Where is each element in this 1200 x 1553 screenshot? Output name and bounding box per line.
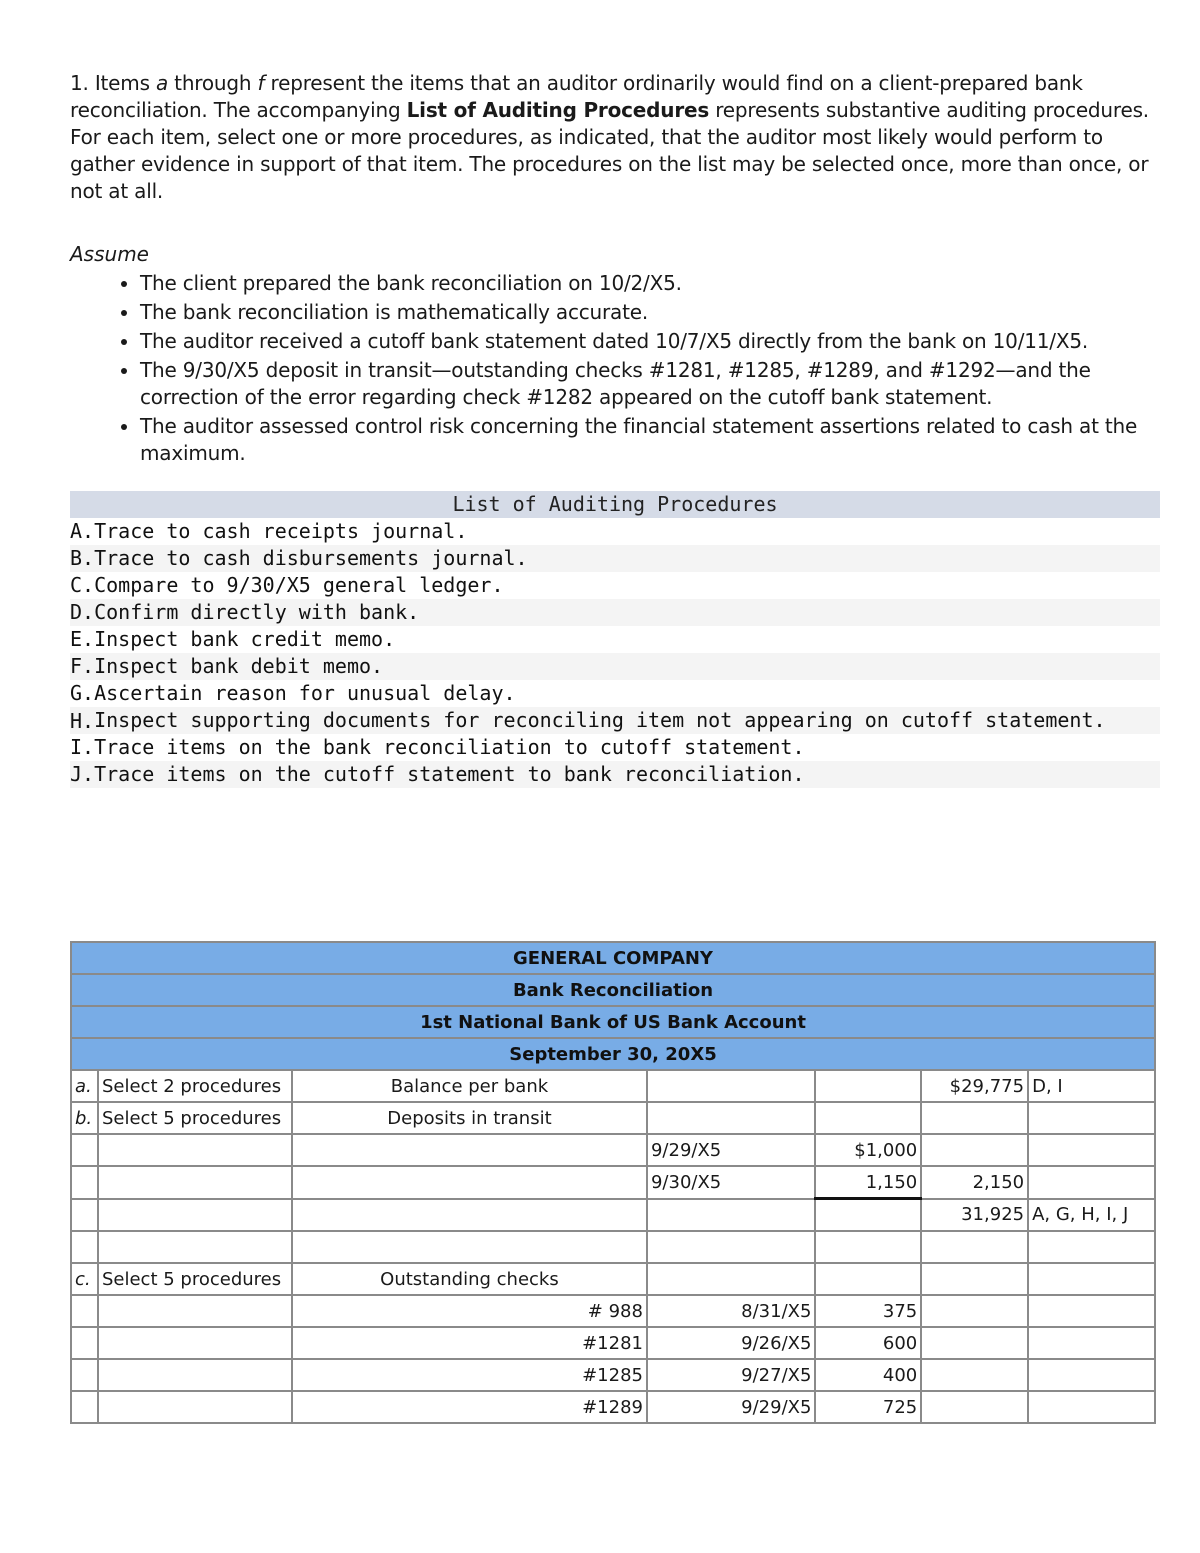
item-letter: b. xyxy=(71,1102,98,1134)
answer-cell: A, G, H, I, J xyxy=(1028,1199,1155,1232)
cell xyxy=(71,1391,98,1423)
bank-reconciliation-table xyxy=(70,941,1156,1424)
cell xyxy=(98,1391,292,1423)
intro-item-f: f xyxy=(257,71,265,95)
row-label: Outstanding checks xyxy=(292,1263,647,1295)
assumption-item: • The auditor assessed control risk concerning the financial statement assertions related to cash at the maximum. xyxy=(140,413,1160,467)
cell xyxy=(921,1359,1028,1391)
procedure-select[interactable]: Select 2 procedures xyxy=(98,1070,292,1102)
table-row xyxy=(71,1102,1155,1134)
cell xyxy=(71,1295,98,1327)
cell xyxy=(1028,1166,1155,1199)
cell xyxy=(815,1102,921,1134)
table-row xyxy=(71,1359,1155,1391)
cell xyxy=(1028,1102,1155,1134)
assumption-list xyxy=(70,270,1160,467)
amount-cell: 375 xyxy=(815,1295,921,1327)
item-letter: c. xyxy=(71,1263,98,1295)
amount-cell: $29,775 xyxy=(921,1070,1028,1102)
assumption-item: • The client prepared the bank reconciliation on 10/2/X5. xyxy=(140,270,1160,297)
cell xyxy=(647,1231,815,1263)
table-row xyxy=(71,1199,1155,1232)
intro-text: 1. Items xyxy=(70,71,156,95)
problem-page xyxy=(70,70,1160,788)
amount-cell: 400 xyxy=(815,1359,921,1391)
procedures-title: List of Auditing Procedures xyxy=(70,491,1160,518)
procedure-item: E. Inspect bank credit memo. xyxy=(70,627,396,651)
cell xyxy=(98,1295,292,1327)
amount-cell: 1,150 xyxy=(815,1166,921,1199)
cell xyxy=(815,1070,921,1102)
cell xyxy=(292,1134,647,1166)
amount-cell: $1,000 xyxy=(815,1134,921,1166)
cell xyxy=(98,1359,292,1391)
amount-cell: 725 xyxy=(815,1391,921,1423)
intro-item-a: a xyxy=(155,71,169,95)
cell xyxy=(921,1231,1028,1263)
procedure-item: F. Inspect bank debit memo. xyxy=(70,653,1160,680)
report-date: September 30, 20X5 xyxy=(71,1038,1155,1070)
procedure-item: C. Compare to 9/30/X5 general ledger. xyxy=(70,573,504,597)
cell xyxy=(815,1263,921,1295)
cell xyxy=(921,1391,1028,1423)
cell xyxy=(921,1102,1028,1134)
assumption-item: • The auditor received a cutoff bank statement dated 10/7/X5 directly from the bank on 10/11/X5. xyxy=(140,328,1160,355)
procedure-select[interactable]: Select 5 procedures xyxy=(98,1102,292,1134)
table-row xyxy=(71,1295,1155,1327)
table-row xyxy=(71,1070,1155,1102)
cell xyxy=(921,1295,1028,1327)
question-intro xyxy=(70,70,1160,205)
intro-text: through xyxy=(168,71,258,95)
procedure-item: A. Trace to cash receipts journal. xyxy=(70,519,468,543)
procedures-list xyxy=(70,491,1160,788)
table-row xyxy=(71,1391,1155,1423)
cell xyxy=(921,1134,1028,1166)
row-label: Balance per bank xyxy=(292,1070,647,1102)
assume-label: Assume xyxy=(70,242,149,266)
cell xyxy=(98,1166,292,1199)
cell xyxy=(98,1134,292,1166)
account-name: 1st National Bank of US Bank Account xyxy=(71,1006,1155,1038)
assumption-item: • The 9/30/X5 deposit in transit—outstanding checks #1281, #1285, #1289, and #1292—and the correction of the error regarding check #1282 appeared on the cutoff bank statement. xyxy=(140,357,1160,411)
intro-text: represents substantive auditing procedures. For each item, select one or more procedures, as indicated, that the auditor most likely would perform to gather evidence in support of that item. The procedures on the list may be selected once, more than once, or not at all. xyxy=(70,98,1149,203)
subtotal-cell: 31,925 xyxy=(921,1199,1028,1232)
procedure-item: B. Trace to cash disbursements journal. xyxy=(70,545,1160,572)
cell xyxy=(1028,1231,1155,1263)
cell xyxy=(98,1231,292,1263)
table-row xyxy=(71,1231,1155,1263)
procedure-item: I. Trace items on the bank reconciliation to cutoff statement. xyxy=(70,735,805,759)
procedure-item: H. Inspect supporting documents for reconciling item not appearing on cutoff statement. xyxy=(70,707,1160,734)
total-cell: 2,150 xyxy=(921,1166,1028,1199)
intro-text: represent the items that an auditor ordinarily would find on a client-prepared bank reconciliation. The accompanying xyxy=(70,71,1083,122)
intro-bold-term: List of Auditing Procedures xyxy=(406,98,710,122)
cell xyxy=(647,1199,815,1232)
answer-cell: D, I xyxy=(1028,1070,1155,1102)
amount-cell: 600 xyxy=(815,1327,921,1359)
report-title: Bank Reconciliation xyxy=(71,974,1155,1006)
company-name: GENERAL COMPANY xyxy=(71,942,1155,974)
cell xyxy=(647,1102,815,1134)
date-cell: 9/29/X5 xyxy=(647,1134,815,1166)
check-number: # 988 xyxy=(292,1295,647,1327)
cell xyxy=(815,1199,921,1232)
assumption-item: • The bank reconciliation is mathematically accurate. xyxy=(140,299,1160,326)
table-row xyxy=(71,1327,1155,1359)
cell xyxy=(98,1199,292,1232)
date-cell: 8/31/X5 xyxy=(647,1295,815,1327)
check-number: #1285 xyxy=(292,1359,647,1391)
cell xyxy=(71,1134,98,1166)
table-row xyxy=(71,1263,1155,1295)
cell xyxy=(1028,1327,1155,1359)
procedure-item: J. Trace items on the cutoff statement to bank reconciliation. xyxy=(70,761,1160,788)
cell xyxy=(1028,1391,1155,1423)
cell xyxy=(292,1166,647,1199)
item-letter: a. xyxy=(71,1070,98,1102)
cell xyxy=(71,1166,98,1199)
cell xyxy=(1028,1359,1155,1391)
date-cell: 9/26/X5 xyxy=(647,1327,815,1359)
table-row xyxy=(71,1134,1155,1166)
cell xyxy=(1028,1295,1155,1327)
check-number: #1281 xyxy=(292,1327,647,1359)
cell xyxy=(71,1359,98,1391)
procedure-item: G. Ascertain reason for unusual delay. xyxy=(70,681,516,705)
date-cell: 9/29/X5 xyxy=(647,1391,815,1423)
cell xyxy=(647,1263,815,1295)
cell xyxy=(921,1263,1028,1295)
check-number: #1289 xyxy=(292,1391,647,1423)
cell xyxy=(98,1327,292,1359)
date-cell: 9/27/X5 xyxy=(647,1359,815,1391)
table-row xyxy=(71,1166,1155,1199)
procedure-select[interactable]: Select 5 procedures xyxy=(98,1263,292,1295)
cell xyxy=(71,1231,98,1263)
cell xyxy=(1028,1134,1155,1166)
cell xyxy=(71,1199,98,1232)
row-label: Deposits in transit xyxy=(292,1102,647,1134)
cell xyxy=(815,1231,921,1263)
procedure-item: D. Confirm directly with bank. xyxy=(70,599,1160,626)
cell xyxy=(292,1231,647,1263)
cell xyxy=(292,1199,647,1232)
cell xyxy=(71,1327,98,1359)
date-cell: 9/30/X5 xyxy=(647,1166,815,1199)
cell xyxy=(647,1070,815,1102)
cell xyxy=(1028,1263,1155,1295)
cell xyxy=(921,1327,1028,1359)
